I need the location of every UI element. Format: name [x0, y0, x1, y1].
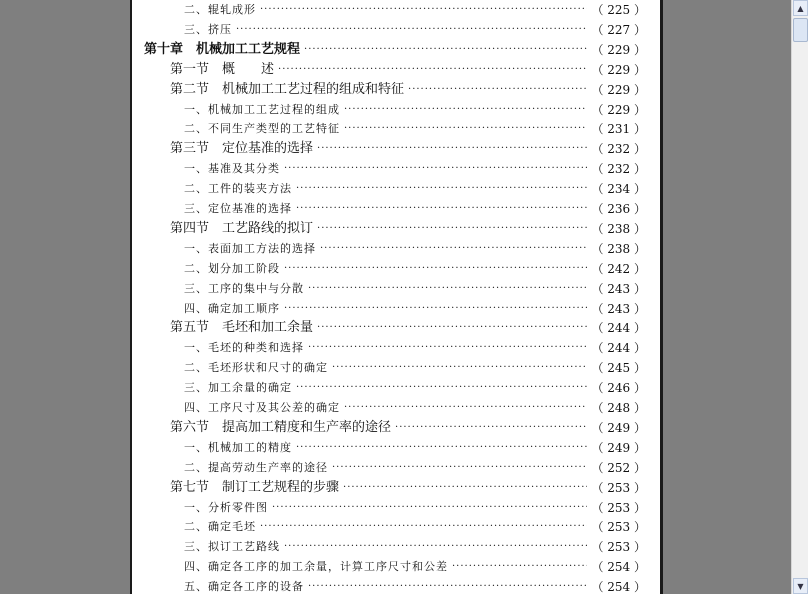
toc-entry-page: （ 252 ）	[591, 460, 646, 475]
toc-entry[interactable]	[184, 378, 646, 398]
toc-entry[interactable]	[184, 577, 646, 594]
toc-entry-page: （ 244 ）	[591, 321, 646, 336]
toc-entry[interactable]	[184, 20, 646, 40]
toc-entry-page: （ 254 ）	[591, 580, 646, 594]
toc-leader-dots	[308, 338, 587, 358]
toc-leader-dots	[344, 100, 587, 120]
document-page	[132, 0, 660, 594]
toc-entry-page: （ 238 ）	[591, 221, 646, 236]
toc-entry-page: （ 229 ）	[591, 42, 646, 57]
toc-entry[interactable]	[184, 498, 646, 518]
toc-entry-title: 三、拟订工艺路线	[184, 540, 280, 554]
toc-leader-dots	[284, 259, 587, 279]
toc-entry-page: （ 229 ）	[591, 102, 646, 117]
toc-entry[interactable]	[170, 60, 646, 80]
toc-leader-dots	[296, 179, 587, 199]
toc-entry-title: 三、挤压	[184, 22, 232, 36]
toc-leader-dots	[296, 438, 587, 458]
arrow-up-icon: ▲	[797, 3, 804, 13]
toc-leader-dots	[317, 139, 587, 159]
toc-leader-dots	[452, 557, 587, 577]
toc-entry[interactable]	[184, 398, 646, 418]
toc-leader-dots	[278, 60, 587, 80]
toc-entry[interactable]	[170, 80, 646, 100]
toc-entry[interactable]	[170, 139, 646, 159]
toc-entry-page: （ 253 ）	[591, 540, 646, 555]
toc-entry-page: （ 227 ）	[591, 22, 646, 37]
toc-leader-dots	[344, 119, 587, 139]
scroll-down-button[interactable]	[793, 578, 808, 594]
toc-entry-page: （ 248 ）	[591, 401, 646, 415]
toc-entry[interactable]	[184, 458, 646, 478]
toc-entry-page: （ 234 ）	[591, 182, 646, 197]
toc-entry-page: （ 249 ）	[591, 440, 646, 455]
toc-leader-dots	[317, 318, 587, 338]
toc-entry-title: 第三节 定位基准的选择	[170, 141, 314, 157]
toc-entry-title: 四、确定加工顺序	[184, 301, 280, 315]
toc-leader-dots	[284, 299, 587, 319]
toc-entry-page: （ 229 ）	[591, 62, 646, 77]
toc-entry-title: 一、分析零件图	[184, 500, 268, 514]
toc-leader-dots	[260, 0, 587, 20]
toc-entry-page: （ 231 ）	[591, 122, 646, 137]
toc-entry[interactable]	[170, 219, 646, 239]
scroll-up-button[interactable]	[793, 0, 808, 16]
toc-entry-page: （ 243 ）	[591, 281, 646, 296]
toc-entry[interactable]	[170, 478, 646, 498]
toc-leader-dots	[284, 159, 587, 179]
toc-entry-title: 一、机械加工工艺过程的组成	[184, 102, 340, 116]
toc-entry-title: 三、加工余量的确定	[184, 381, 292, 395]
toc-entry-title: 二、确定毛坯	[184, 520, 256, 534]
toc-entry-title: 三、定位基准的选择	[184, 202, 292, 215]
toc-entry[interactable]	[184, 537, 646, 557]
toc-entry[interactable]	[184, 299, 646, 319]
toc-entry[interactable]	[170, 418, 646, 438]
toc-entry[interactable]	[184, 179, 646, 199]
toc-entry-page: （ 244 ）	[591, 341, 646, 356]
toc-entry-page: （ 243 ）	[591, 301, 646, 316]
arrow-down-icon: ▼	[797, 581, 804, 591]
toc-entry-page: （ 249 ）	[591, 420, 646, 435]
toc-entry-title: 一、基准及其分类	[184, 162, 280, 176]
toc-entry[interactable]	[184, 259, 646, 279]
toc-leader-dots	[317, 219, 587, 239]
toc-entry-title: 二、提高劳动生产率的途径	[184, 460, 328, 474]
toc-entry-title: 一、表面加工方法的选择	[184, 241, 316, 255]
toc-entry-title: 一、机械加工的精度	[184, 440, 292, 454]
toc-entry[interactable]	[184, 557, 646, 577]
toc-entry-title: 二、不同生产类型的工艺特征	[184, 122, 340, 136]
toc-entry-title: 第六节 提高加工精度和生产率的途径	[170, 419, 392, 435]
vertical-scrollbar[interactable]	[791, 0, 808, 594]
toc-leader-dots	[296, 199, 587, 219]
toc-entry-page: （ 229 ）	[591, 82, 646, 97]
toc-leader-dots	[332, 458, 587, 478]
toc-entry-title: 三、工序的集中与分散	[184, 281, 304, 295]
toc-entry[interactable]	[184, 517, 646, 537]
toc-entry[interactable]	[184, 199, 646, 219]
toc-entry-page: （ 245 ）	[591, 361, 646, 376]
toc-entry[interactable]	[184, 159, 646, 179]
toc-leader-dots	[304, 40, 587, 60]
toc-entry-title: 二、工件的装夹方法	[184, 182, 292, 196]
toc-entry[interactable]	[184, 100, 646, 120]
page-right-border	[660, 0, 663, 594]
toc-leader-dots	[296, 378, 587, 398]
toc-entry-page: （ 242 ）	[591, 261, 646, 276]
toc-entry-page: （ 238 ）	[591, 241, 646, 256]
toc-entry-page: （ 236 ）	[591, 202, 646, 216]
toc-entry-title: 一、毛坯的种类和选择	[184, 341, 304, 355]
toc-leader-dots	[395, 418, 587, 438]
toc-entry-title: 二、划分加工阶段	[184, 261, 280, 275]
toc-entry-title: 第四节 工艺路线的拟订	[170, 220, 314, 236]
toc-entry-page: （ 232 ）	[591, 142, 646, 157]
toc-leader-dots	[344, 398, 587, 418]
toc-entry[interactable]	[184, 438, 646, 458]
toc-entry-page: （ 253 ）	[591, 520, 646, 535]
toc-entry-page: （ 253 ）	[591, 500, 646, 515]
toc-entry[interactable]	[184, 279, 646, 299]
toc-entry-title: 第二节 机械加工工艺过程的组成和特征	[170, 81, 405, 97]
toc-entry[interactable]	[184, 119, 646, 139]
toc-entry[interactable]	[144, 40, 646, 60]
toc-entry-title: 二、毛坯形状和尺寸的确定	[184, 361, 328, 375]
toc-entry-page: （ 253 ）	[591, 480, 646, 495]
toc-leader-dots	[332, 358, 587, 378]
toc-entry[interactable]	[184, 239, 646, 259]
toc-leader-dots	[408, 80, 587, 100]
toc-leader-dots	[343, 478, 587, 498]
toc-entry-page: （ 225 ）	[591, 3, 646, 17]
toc-entry-title: 第十章 机械加工工艺规程	[144, 41, 301, 57]
toc-entry[interactable]	[184, 338, 646, 358]
toc-entry-title: 第五节 毛坯和加工余量	[170, 320, 314, 336]
toc-leader-dots	[260, 517, 587, 537]
toc-entry-page: （ 232 ）	[591, 162, 646, 177]
scrollbar-thumb[interactable]	[793, 18, 808, 42]
toc-leader-dots	[236, 20, 587, 40]
toc-entry-title: 四、工序尺寸及其公差的确定	[184, 401, 340, 414]
toc-leader-dots	[308, 577, 587, 594]
toc-leader-dots	[272, 498, 587, 518]
toc-leader-dots	[284, 537, 587, 557]
toc-entry-page: （ 246 ）	[591, 381, 646, 396]
toc-entry-title: 四、确定各工序的加工余量，计算工序尺寸和公差	[184, 560, 448, 574]
toc-entry[interactable]	[184, 358, 646, 378]
toc-entry-title: 第七节 制订工艺规程的步骤	[170, 479, 340, 495]
toc-entry-title: 第一节 概 述	[170, 61, 275, 77]
toc-leader-dots	[308, 279, 587, 299]
toc-entry[interactable]	[184, 0, 646, 20]
toc-entry-title: 五、确定各工序的设备	[184, 580, 304, 594]
toc-entry[interactable]	[170, 318, 646, 338]
toc-entry-title: 二、辊轧成形	[184, 3, 256, 16]
toc-leader-dots	[320, 239, 587, 259]
toc-entry-page: （ 254 ）	[591, 560, 646, 575]
